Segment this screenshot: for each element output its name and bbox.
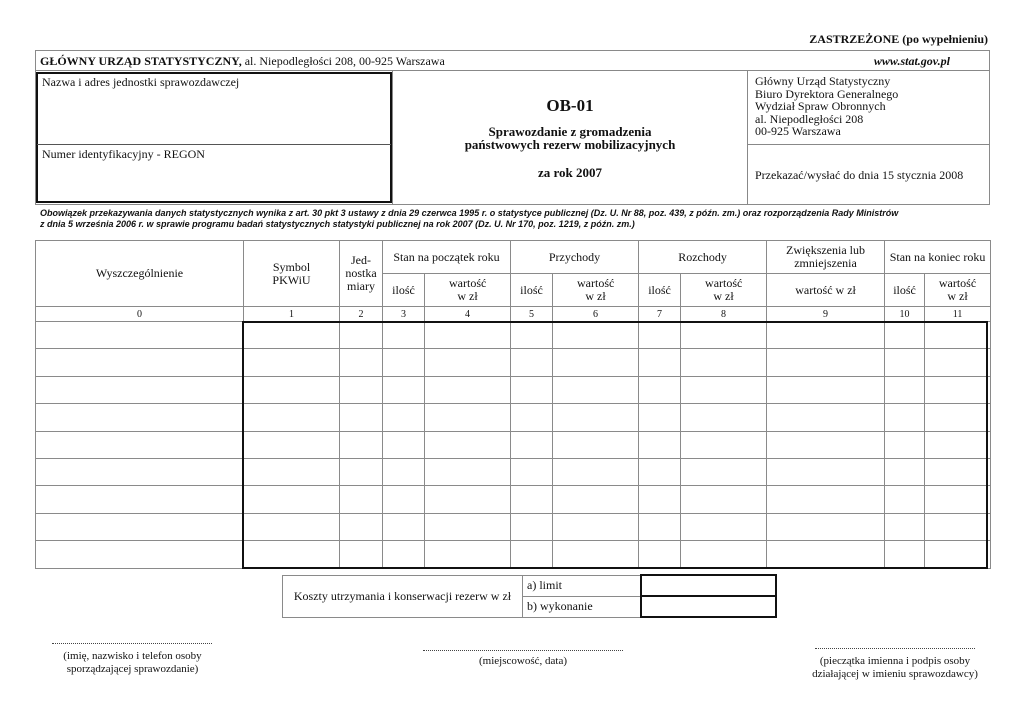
- data-cell[interactable]: [244, 486, 340, 513]
- table-row: [36, 541, 991, 568]
- header-zwiekszenia: Zwiększenia lub zmniejszenia: [767, 241, 885, 274]
- header-divider: [35, 70, 990, 71]
- data-cell[interactable]: [925, 513, 991, 540]
- data-cell[interactable]: [340, 376, 383, 403]
- data-cell[interactable]: [511, 541, 553, 568]
- title-right-border: [747, 71, 748, 205]
- signature-authorized-line2: działającej w imieniu sprawozdawcy): [812, 668, 978, 680]
- data-cell[interactable]: [681, 513, 767, 540]
- classification-label: ZASTRZEŻONE (po wypełnieniu): [809, 32, 988, 46]
- data-cell[interactable]: [383, 486, 425, 513]
- signature-line-place-date[interactable]: [423, 650, 623, 651]
- data-cell[interactable]: [767, 322, 885, 349]
- data-cell[interactable]: [553, 376, 639, 403]
- data-cell[interactable]: [925, 486, 991, 513]
- table-row: [36, 404, 991, 431]
- data-cell[interactable]: [885, 431, 925, 458]
- column-number: 1: [244, 307, 340, 322]
- table-row: [36, 431, 991, 458]
- recipient-line2: Biuro Dyrektora Generalnego: [755, 86, 899, 101]
- sub-ilosc: ilość: [885, 274, 925, 307]
- data-cell[interactable]: [885, 486, 925, 513]
- header-stan-poczatek: Stan na początek roku: [383, 241, 511, 274]
- row-label-cell[interactable]: [36, 431, 244, 458]
- sub-wartosc: wartość w zł: [425, 274, 511, 307]
- data-cell[interactable]: [767, 458, 885, 485]
- row-label-cell[interactable]: [36, 458, 244, 485]
- row-label-cell[interactable]: [36, 404, 244, 431]
- costs-limit-label: a) limit: [523, 575, 641, 596]
- sub-ilosc: ilość: [383, 274, 425, 307]
- data-cell[interactable]: [681, 458, 767, 485]
- data-cell[interactable]: [244, 322, 340, 349]
- data-cell[interactable]: [885, 513, 925, 540]
- data-cell[interactable]: [681, 322, 767, 349]
- recipient-line3: Wydział Spraw Obronnych: [755, 99, 886, 113]
- data-cell[interactable]: [553, 431, 639, 458]
- data-cell[interactable]: [553, 513, 639, 540]
- column-number: 3: [383, 307, 425, 322]
- data-cell[interactable]: [885, 322, 925, 349]
- data-cell[interactable]: [767, 376, 885, 403]
- data-cell[interactable]: [340, 431, 383, 458]
- data-cell[interactable]: [425, 513, 511, 540]
- column-number: 10: [885, 307, 925, 322]
- row-label-cell[interactable]: [36, 376, 244, 403]
- column-number: 2: [340, 307, 383, 322]
- data-cell[interactable]: [681, 404, 767, 431]
- costs-label: Koszty utrzymania i konserwacji rezerw w zł: [283, 575, 523, 617]
- row-label-cell[interactable]: [36, 349, 244, 376]
- costs-wykonanie-input[interactable]: [641, 596, 776, 617]
- data-cell[interactable]: [383, 404, 425, 431]
- data-cell[interactable]: [340, 486, 383, 513]
- data-cell[interactable]: [244, 349, 340, 376]
- recipient-divider: [747, 144, 990, 145]
- table-body: [36, 322, 991, 569]
- table-row: [36, 486, 991, 513]
- data-cell[interactable]: [511, 322, 553, 349]
- data-cell[interactable]: [425, 404, 511, 431]
- data-cell[interactable]: [383, 541, 425, 568]
- data-cell[interactable]: [925, 458, 991, 485]
- data-cell[interactable]: [885, 458, 925, 485]
- regon-label: Numer identyfikacyjny - REGON: [42, 147, 205, 161]
- table-row: [36, 376, 991, 403]
- recipient-line5: 00-925 Warszawa: [755, 124, 841, 138]
- recipient-address: [755, 75, 898, 138]
- data-cell[interactable]: [639, 349, 681, 376]
- table-row: [36, 322, 991, 349]
- data-cell[interactable]: [511, 513, 553, 540]
- data-cell[interactable]: [767, 541, 885, 568]
- data-cell[interactable]: [511, 431, 553, 458]
- header-rozchody: Rozchody: [639, 241, 767, 274]
- data-cell[interactable]: [639, 486, 681, 513]
- header-wyszczegolnienie: Wyszczególnienie: [36, 241, 244, 307]
- column-number: 5: [511, 307, 553, 322]
- data-cell[interactable]: [244, 513, 340, 540]
- data-cell[interactable]: [553, 458, 639, 485]
- form-year: za rok 2007: [537, 165, 603, 180]
- data-cell[interactable]: [383, 376, 425, 403]
- data-cell[interactable]: [383, 431, 425, 458]
- signature-preparer-line1: (imię, nazwisko i telefon osoby: [63, 650, 202, 662]
- data-cell[interactable]: [425, 458, 511, 485]
- form-title: [393, 125, 747, 151]
- unit-box-divider: [37, 144, 391, 145]
- org-name: GŁÓWNY URZĄD STATYSTYCZNY,: [40, 54, 242, 68]
- data-cell[interactable]: [925, 349, 991, 376]
- column-number: 11: [925, 307, 991, 322]
- costs-table: [282, 574, 777, 618]
- data-cell[interactable]: [244, 404, 340, 431]
- data-cell[interactable]: [767, 404, 885, 431]
- form-title-line1: Sprawozdanie z gromadzenia: [488, 124, 652, 139]
- signature-line-preparer[interactable]: [52, 643, 212, 644]
- form-code: OB-01: [546, 96, 594, 115]
- data-cell[interactable]: [244, 458, 340, 485]
- header-przychody: Przychody: [511, 241, 639, 274]
- costs-limit-input[interactable]: [641, 575, 776, 596]
- data-cell[interactable]: [511, 404, 553, 431]
- row-label-cell[interactable]: [36, 513, 244, 540]
- data-cell[interactable]: [553, 349, 639, 376]
- data-cell[interactable]: [681, 431, 767, 458]
- column-number-row: [36, 307, 991, 322]
- table-row: [36, 513, 991, 540]
- sub-wartosc: wartość w zł: [925, 274, 991, 307]
- regon-field[interactable]: [40, 162, 388, 200]
- data-cell[interactable]: [553, 404, 639, 431]
- data-cell[interactable]: [925, 431, 991, 458]
- data-cell[interactable]: [340, 404, 383, 431]
- data-cell[interactable]: [425, 431, 511, 458]
- sub-ilosc: ilość: [511, 274, 553, 307]
- data-cell[interactable]: [925, 376, 991, 403]
- data-cell[interactable]: [511, 486, 553, 513]
- header-jednostka-miary: Jed-nostka miary: [340, 241, 383, 307]
- recipient-line1: Główny Urząd Statystyczny: [755, 74, 891, 88]
- data-cell[interactable]: [425, 322, 511, 349]
- unit-name-field[interactable]: [40, 90, 388, 142]
- data-cell[interactable]: [511, 458, 553, 485]
- legal-notice: [40, 208, 990, 230]
- header-symbol-pkwiu: Symbol PKWiU: [244, 241, 340, 307]
- column-number: 8: [681, 307, 767, 322]
- data-cell[interactable]: [639, 513, 681, 540]
- org-header: [40, 54, 445, 69]
- data-cell[interactable]: [639, 458, 681, 485]
- signature-place-date-caption: (miejscowość, data): [479, 655, 567, 667]
- row-label-cell[interactable]: [36, 322, 244, 349]
- data-cell[interactable]: [553, 541, 639, 568]
- data-cell[interactable]: [639, 376, 681, 403]
- data-cell[interactable]: [511, 349, 553, 376]
- unit-name-label: Nazwa i adres jednostki sprawozdawczej: [42, 75, 240, 89]
- data-cell[interactable]: [425, 376, 511, 403]
- row-label-cell[interactable]: [36, 541, 244, 568]
- data-cell[interactable]: [681, 376, 767, 403]
- legal-notice-line1: Obowiązek przekazywania danych statystycznych wynika z art. 30 pkt 3 ustawy z dnia 29 czerwca 1995 r. o statystyce publicznej (Dz. U. Nr 88, poz. 439, z późn. zm.) oraz rozporządzenia Rady Ministrów: [40, 208, 899, 218]
- costs-wykonanie-label: b) wykonanie: [523, 596, 641, 617]
- table-row: [36, 458, 991, 485]
- column-number: 6: [553, 307, 639, 322]
- data-cell[interactable]: [925, 541, 991, 568]
- data-cell[interactable]: [383, 322, 425, 349]
- data-cell[interactable]: [425, 486, 511, 513]
- data-cell[interactable]: [767, 513, 885, 540]
- data-cell[interactable]: [767, 349, 885, 376]
- sub-wartosc: wartość w zł: [767, 274, 885, 307]
- data-cell[interactable]: [885, 376, 925, 403]
- column-number: 7: [639, 307, 681, 322]
- data-cell[interactable]: [340, 541, 383, 568]
- data-cell[interactable]: [885, 349, 925, 376]
- column-number: 9: [767, 307, 885, 322]
- data-cell[interactable]: [885, 404, 925, 431]
- data-cell[interactable]: [553, 322, 639, 349]
- signature-authorized-line1: (pieczątka imienna i podpis osoby: [819, 655, 971, 667]
- data-cell[interactable]: [767, 431, 885, 458]
- data-cell[interactable]: [639, 431, 681, 458]
- table-row: [36, 349, 991, 376]
- data-cell[interactable]: [383, 458, 425, 485]
- data-cell[interactable]: [681, 486, 767, 513]
- sub-wartosc: wartość w zł: [553, 274, 639, 307]
- sub-ilosc: ilość: [639, 274, 681, 307]
- data-cell[interactable]: [244, 376, 340, 403]
- signature-preparer-caption: [30, 650, 235, 676]
- sub-wartosc: wartość w zł: [681, 274, 767, 307]
- signature-preparer-line2: sporządzającej sprawozdanie): [66, 663, 199, 675]
- data-cell[interactable]: [340, 322, 383, 349]
- data-cell[interactable]: [639, 322, 681, 349]
- data-cell[interactable]: [767, 486, 885, 513]
- data-cell[interactable]: [885, 541, 925, 568]
- column-number: 4: [425, 307, 511, 322]
- data-cell[interactable]: [383, 349, 425, 376]
- data-cell[interactable]: [681, 541, 767, 568]
- mobilization-reserves-table: [35, 240, 991, 569]
- org-address: al. Niepodległości 208, 00-925 Warszawa: [244, 54, 445, 68]
- data-cell[interactable]: [340, 513, 383, 540]
- website-link[interactable]: www.stat.gov.pl: [873, 54, 950, 68]
- form-title-line2: państwowych rezerw mobilizacyjnych: [464, 137, 676, 152]
- data-cell[interactable]: [383, 513, 425, 540]
- data-cell[interactable]: [925, 404, 991, 431]
- recipient-line4: al. Niepodległości 208: [755, 111, 864, 126]
- data-cell[interactable]: [244, 541, 340, 568]
- data-cell[interactable]: [639, 404, 681, 431]
- data-cell[interactable]: [340, 458, 383, 485]
- header-stan-koniec: Stan na koniec roku: [885, 241, 991, 274]
- data-cell[interactable]: [425, 541, 511, 568]
- data-cell[interactable]: [425, 349, 511, 376]
- data-cell[interactable]: [925, 322, 991, 349]
- signature-authorized-caption: [790, 655, 1000, 681]
- data-cell[interactable]: [244, 431, 340, 458]
- data-cell[interactable]: [639, 541, 681, 568]
- signature-line-authorized[interactable]: [815, 648, 975, 649]
- row-label-cell[interactable]: [36, 486, 244, 513]
- column-number: 0: [36, 307, 244, 322]
- legal-notice-line2: z dnia 5 września 2006 r. w sprawie programu badań statystycznych statystyki publicznej na rok 2007 (Dz. U. Nr 170, poz. 1219, z późn. zm.): [40, 219, 635, 229]
- data-cell[interactable]: [681, 349, 767, 376]
- data-cell[interactable]: [511, 376, 553, 403]
- data-cell[interactable]: [340, 349, 383, 376]
- data-cell[interactable]: [553, 486, 639, 513]
- deadline-text: Przekazać/wysłać do dnia 15 stycznia 2008: [755, 168, 964, 182]
